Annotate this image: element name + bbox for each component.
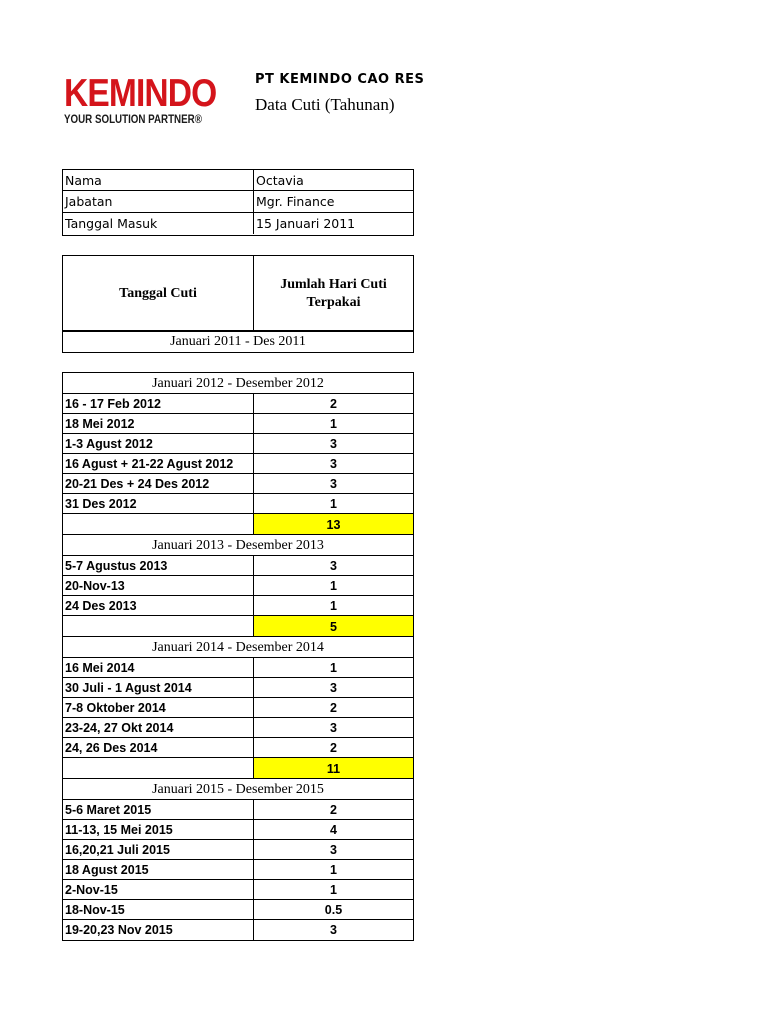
column-header-days: Jumlah Hari Cuti Terpakai <box>280 276 387 310</box>
info-row-name <box>63 170 413 191</box>
leave-date: 20-21 Des + 24 Des 2012 <box>63 474 254 494</box>
logo-tagline: YOUR SOLUTION PARTNER® <box>64 114 202 126</box>
column-header-date: Tanggal Cuti <box>63 256 254 331</box>
leave-days: 3 <box>330 457 337 471</box>
total-spacer <box>63 616 254 637</box>
leave-row <box>63 596 413 616</box>
leave-date: 5-6 Maret 2015 <box>63 800 254 820</box>
leave-date: 24 Des 2013 <box>63 596 254 616</box>
leave-date: 23-24, 27 Okt 2014 <box>63 718 254 738</box>
period-total-row <box>63 514 413 535</box>
leave-date: 18-Nov-15 <box>63 900 254 920</box>
leave-row <box>63 678 413 698</box>
period-title: Januari 2013 - Desember 2013 <box>152 537 324 553</box>
leave-days: 2 <box>330 803 337 817</box>
info-label: Jabatan <box>63 191 254 212</box>
leave-row <box>63 494 413 514</box>
leave-row <box>63 394 413 414</box>
leave-days: 1 <box>330 497 337 511</box>
period-total-row <box>63 758 413 779</box>
period-2011: Januari 2011 - Des 2011 <box>170 333 306 349</box>
leave-row <box>63 698 413 718</box>
period-title-row <box>63 779 413 800</box>
leave-days: 2 <box>330 741 337 755</box>
leave-days: 3 <box>330 477 337 491</box>
leave-date: 19-20,23 Nov 2015 <box>63 920 254 940</box>
leave-periods-table <box>62 372 414 941</box>
leave-days: 2 <box>330 397 337 411</box>
info-value: Mgr. Finance <box>256 194 335 209</box>
leave-days: 1 <box>330 599 337 613</box>
leave-date: 11-13, 15 Mei 2015 <box>63 820 254 840</box>
leave-date: 31 Des 2012 <box>63 494 254 514</box>
leave-days: 3 <box>330 721 337 735</box>
column-headers <box>63 256 413 331</box>
info-value: 15 Januari 2011 <box>256 216 356 231</box>
period-title-row <box>63 637 413 658</box>
leave-row <box>63 900 413 920</box>
leave-row <box>63 718 413 738</box>
leave-row <box>63 576 413 596</box>
period-title: Januari 2014 - Desember 2014 <box>152 639 324 655</box>
leave-row <box>63 880 413 900</box>
leave-days: 1 <box>330 579 337 593</box>
leave-date: 16 Agust + 21-22 Agust 2012 <box>63 454 254 474</box>
leave-row <box>63 800 413 820</box>
leave-date: 16 Mei 2014 <box>63 658 254 678</box>
employee-info-table <box>62 169 414 236</box>
leave-days: 1 <box>330 661 337 675</box>
leave-days: 3 <box>330 559 337 573</box>
leave-row <box>63 820 413 840</box>
leave-days: 3 <box>330 681 337 695</box>
document-title: Data Cuti (Tahunan) <box>255 95 395 114</box>
leave-days: 4 <box>330 823 337 837</box>
leave-days: 1 <box>330 417 337 431</box>
leave-row <box>63 434 413 454</box>
leave-days: 3 <box>330 923 337 937</box>
logo-wordmark: KEMINDO <box>64 72 217 115</box>
period-title: Januari 2015 - Desember 2015 <box>152 781 324 797</box>
leave-date: 18 Mei 2012 <box>63 414 254 434</box>
leave-row <box>63 474 413 494</box>
period-total-row <box>63 616 413 637</box>
leave-date: 1-3 Agust 2012 <box>63 434 254 454</box>
leave-date: 16 - 17 Feb 2012 <box>63 394 254 414</box>
leave-row <box>63 738 413 758</box>
leave-date: 24, 26 Des 2014 <box>63 738 254 758</box>
info-row-position <box>63 191 413 212</box>
info-label: Nama <box>63 170 254 191</box>
period-total: 11 <box>254 758 413 779</box>
leave-row <box>63 556 413 576</box>
leave-days: 0.5 <box>324 903 343 917</box>
leave-date: 2-Nov-15 <box>63 880 254 900</box>
leave-days: 1 <box>330 883 337 897</box>
info-value: Octavia <box>256 173 304 188</box>
info-row-start-date <box>63 213 413 234</box>
leave-row <box>63 414 413 434</box>
info-label: Tanggal Masuk <box>63 213 254 234</box>
period-title-row <box>63 535 413 556</box>
period-total: 5 <box>254 616 413 637</box>
period-total: 13 <box>254 514 413 535</box>
leave-days: 2 <box>330 701 337 715</box>
leave-date: 30 Juli - 1 Agust 2014 <box>63 678 254 698</box>
leave-row <box>63 454 413 474</box>
total-spacer <box>63 758 254 779</box>
leave-date: 20-Nov-13 <box>63 576 254 596</box>
leave-row <box>63 920 413 940</box>
leave-row <box>63 658 413 678</box>
period-title-row <box>63 373 413 394</box>
leave-table-header <box>62 255 414 353</box>
company-logo <box>64 72 217 128</box>
leave-days: 3 <box>330 843 337 857</box>
leave-days: 1 <box>330 863 337 877</box>
leave-date: 7-8 Oktober 2014 <box>63 698 254 718</box>
period-title: Januari 2012 - Desember 2012 <box>152 375 324 391</box>
leave-date: 18 Agust 2015 <box>63 860 254 880</box>
leave-row <box>63 860 413 880</box>
leave-date: 5-7 Agustus 2013 <box>63 556 254 576</box>
leave-date: 16,20,21 Juli 2015 <box>63 840 254 860</box>
leave-row <box>63 840 413 860</box>
leave-days: 3 <box>330 437 337 451</box>
total-spacer <box>63 514 254 535</box>
company-name: PT KEMINDO CAO RES <box>255 72 425 87</box>
